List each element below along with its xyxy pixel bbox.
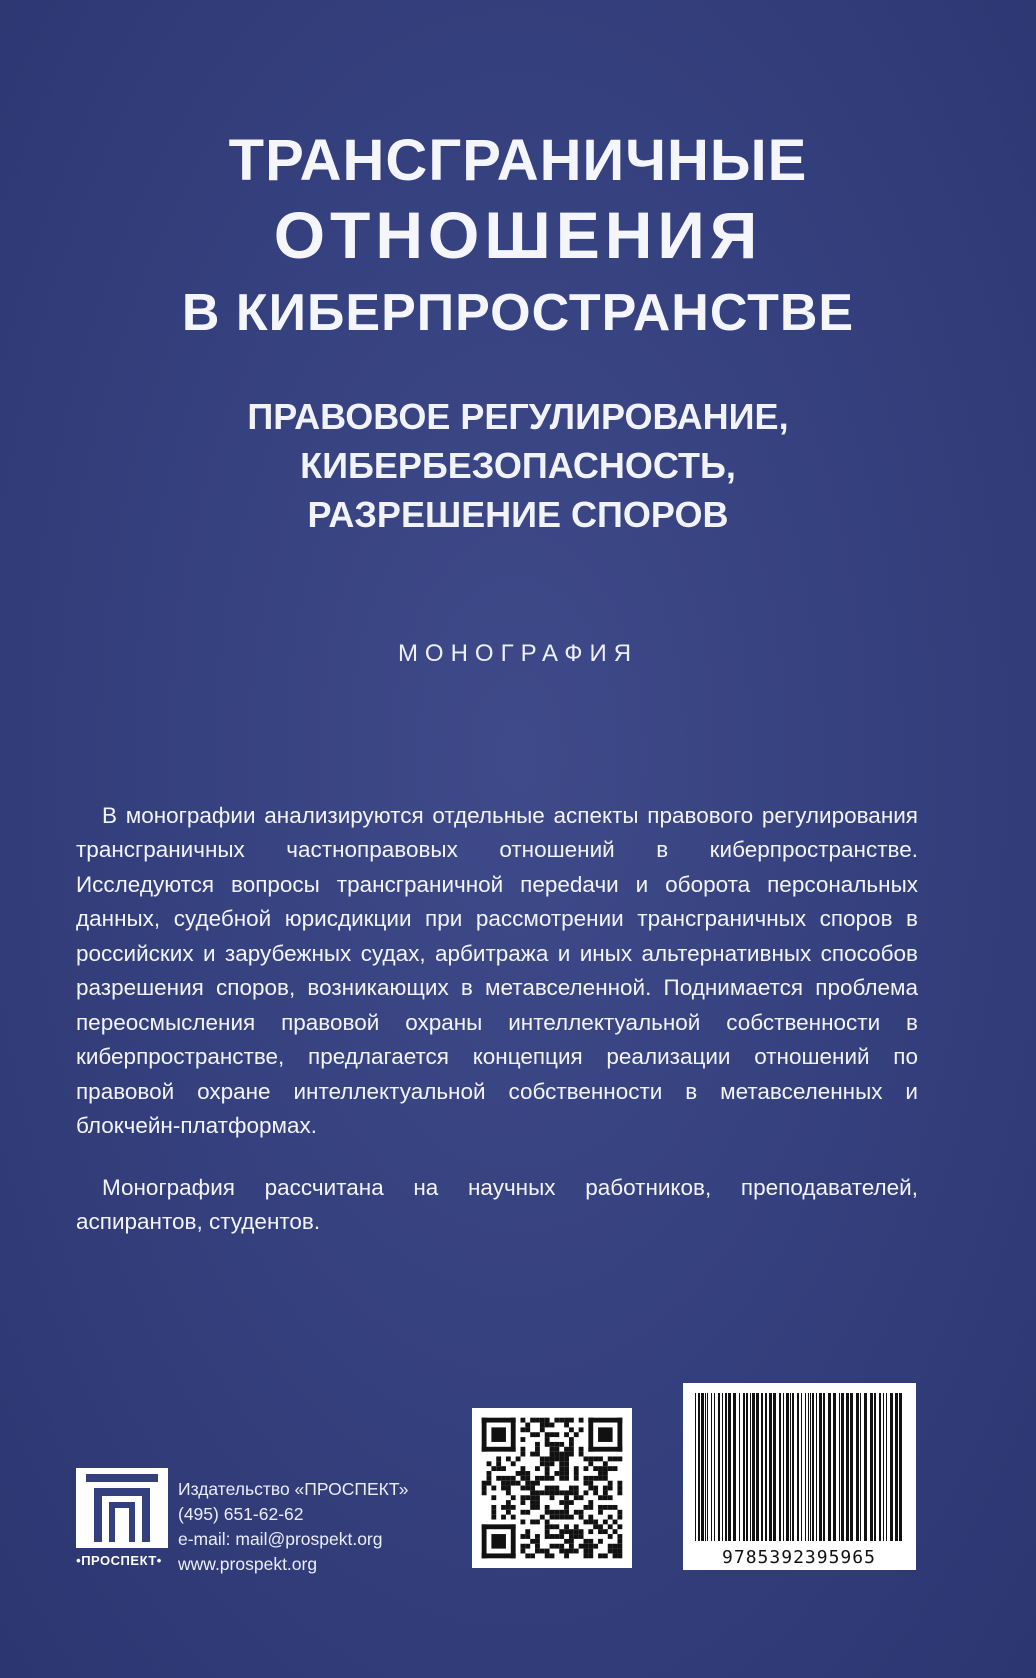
title-line-2: ОТНОШЕНИЯ bbox=[273, 198, 763, 272]
genre-label: МОНОГРАФИЯ bbox=[397, 640, 639, 667]
subtitle-line-1: ПРАВОВОЕ РЕГУЛИРОВАНИЕ, bbox=[247, 396, 789, 437]
qr-code-icon bbox=[472, 1408, 632, 1568]
barcode-icon bbox=[683, 1383, 916, 1570]
logo-label: •ПРОСПЕКТ• bbox=[76, 1553, 162, 1568]
prospekt-logo-icon bbox=[76, 1468, 168, 1548]
publisher-phone: (495) 651-62-62 bbox=[178, 1504, 304, 1524]
publisher-website: www.prospekt.org bbox=[178, 1554, 318, 1574]
subtitle-line-2: КИБЕРБЕЗОПАСНОСТЬ, bbox=[300, 445, 736, 486]
publisher-name: Издательство «ПРОСПЕКТ» bbox=[178, 1479, 409, 1499]
isbn-number: 9785392395965 bbox=[688, 1547, 910, 1568]
title-line-1: ТРАНСГРАНИЧНЫЕ bbox=[228, 128, 808, 193]
title-line-3: В КИБЕРПРОСТРАНСТВЕ bbox=[181, 284, 855, 342]
annotation-paragraph-2: Монография рассчитана на научных работников, преподавателей, аспирантов, студентов. bbox=[76, 1174, 918, 1234]
annotation-paragraph-1: В монографии анализируются отдельные аспекты правового регулирования трансграничных частноправовых отношений в киберпространстве. Исследуются вопросы трансграничной переdачи и оборота персональных данных, судебной юрисдикции при рассмотрении трансграничных споров в российских и зарубежных судах, арбитража и иных альтернативных способов разрешения споров, возникающих в метавселенной. Поднимается проблема переосмысления правовой охраны интеллектуальной собственности в киберпространстве, предлагается концепция реализации отношений по правовой охране интеллектуальной собственности в метавселенных и блокчейн-платформах. bbox=[76, 802, 918, 1138]
publisher-email: e-mail: mail@prospekt.org bbox=[178, 1529, 383, 1549]
subtitle-line-3: РАЗРЕШЕНИЕ СПОРОВ bbox=[307, 494, 729, 535]
